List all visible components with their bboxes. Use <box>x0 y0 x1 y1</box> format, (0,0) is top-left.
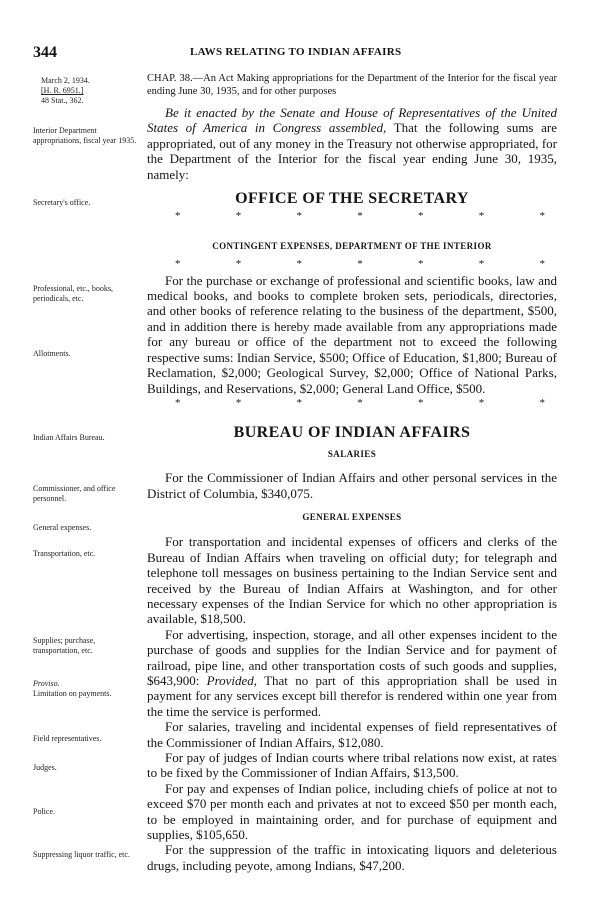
margin-commissioner: Commissioner, and office personnel. <box>33 484 116 503</box>
star: * <box>175 210 181 223</box>
para-field: For salaries, traveling and incidental expenses of field representatives of the Commissioner of Indian Affairs, $12,080. <box>147 719 557 750</box>
main-column <box>147 72 557 873</box>
star: * <box>235 396 242 409</box>
para-advertising-b: That no part of this appropriation shall be used in payment for any services except bill therefor is rendered within one year from the time the service is performed. <box>147 673 557 719</box>
margin-allotments: Allotments. <box>33 349 71 358</box>
star: * <box>357 210 363 223</box>
para-commissioner: For the Commissioner of Indian Affairs and other personal services in the District of Columbia, $340,075. <box>147 470 557 501</box>
star: * <box>357 396 363 409</box>
margin-secretary: Secretary's office. <box>33 198 91 207</box>
para-books: For the purchase or exchange of professional and scientific books, law and medical books, and books to complete broken sets, periodicals, directories, and other books of reference relating to the business of the department, $500, and in addition there is hereby made available from any appropriations made for any bureau or office of the department not to exceed the following respective sums: Indian Service, $500; Office of Education, $1,800; Bureau of Reclamation, $2,000; Geological Survey, $2,000; Office of National Parks, Buildings, and Reservations, $2,000; General Land Office, $500. <box>147 272 557 396</box>
enacting-rest: That the following sums are appropriated, out of any money in the Treasury not otherwise appropriated, for the Department of the Interior for the fiscal year ending June 30, 1935, namely: <box>147 120 557 182</box>
stars-row-2 <box>175 257 545 272</box>
enacting-clause <box>147 105 557 182</box>
margin-judges: Judges. <box>33 763 57 772</box>
stars-row-3 <box>175 396 545 411</box>
office-heading: OFFICE OF THE SECRETARY <box>235 190 469 208</box>
star: * <box>539 258 545 271</box>
salaries-heading: SALARIES <box>327 448 377 459</box>
star: * <box>478 396 485 409</box>
margin-bureau: Indian Affairs Bureau. <box>33 433 105 442</box>
star: * <box>418 258 424 271</box>
margin-date <box>33 76 143 106</box>
margin-professional: Professional, etc., books, periodicals, etc. <box>33 284 113 303</box>
star: * <box>296 210 302 223</box>
margin-stat: 48 Stat., 362. <box>41 96 84 105</box>
margin-liquor: Suppressing liquor traffic, etc. <box>33 850 130 859</box>
star: * <box>235 210 242 223</box>
star: * <box>175 396 181 409</box>
star: * <box>539 396 545 409</box>
margin-proviso: Proviso. <box>33 679 60 688</box>
proviso-italic: Provided, <box>206 673 258 688</box>
margin-police: Police. <box>33 807 55 816</box>
star: * <box>539 210 545 223</box>
margin-bill: [H. R. 6951.] <box>41 86 84 95</box>
running-title: LAWS RELATING TO INDIAN AFFAIRS <box>190 46 402 58</box>
star: * <box>418 396 424 409</box>
stars-row-1 <box>175 209 545 224</box>
margin-date-text: March 2, 1934. <box>41 76 90 85</box>
page-number: 344 <box>33 44 57 61</box>
margin-supplies: Supplies; purchase, transportation, etc. <box>33 636 96 655</box>
margin-interior: Interior Department appropriations, fiscal year 1935. <box>33 126 137 145</box>
star: * <box>478 258 485 271</box>
margin-transportation: Transportation, etc. <box>33 549 96 558</box>
star: * <box>296 258 302 271</box>
para-advertising-a: For advertising, inspection, storage, and all other expenses incident to the purchase of goods and supplies for the Indian Service and for payment of railroad, pipe line, and other transportation costs of such goods and supplies, $643,900: <box>147 626 557 688</box>
bureau-heading: BUREAU OF INDIAN AFFAIRS <box>233 424 471 442</box>
para-police: For pay and expenses of Indian police, including chiefs of police at not to exceed $70 per month each and privates at not to exceed $50 per month each, to be employed in maintaining order, and for purchase of equipment and supplies, $105,650. <box>147 780 557 843</box>
contingent-heading: CONTINGENT EXPENSES, DEPARTMENT OF THE INTERIOR <box>212 240 492 251</box>
star: * <box>235 258 242 271</box>
general-heading: GENERAL EXPENSES <box>302 511 402 522</box>
star: * <box>478 210 485 223</box>
star: * <box>296 396 302 409</box>
margin-general: General expenses. <box>33 523 92 532</box>
margin-limitation: Limitation on payments. <box>33 689 112 698</box>
para-advertising <box>147 627 557 719</box>
chapter-title: CHAP. 38.—An Act Making appropriations for the Department of the Interior for the fiscal year ending June 30, 1935, and for other purposes <box>147 73 557 97</box>
para-liquor: For the suppression of the traffic in intoxicating liquors and deleterious drugs, including peyote, among Indians, $47,200. <box>147 842 557 873</box>
para-transport: For transportation and incidental expenses of officers and clerks of the Bureau of Indian Affairs when traveling on official duty; for telegraph and telephone toll messages on business pertaining to the Indian Service sent and received by the Bureau of Indian Affairs at Washington, and for other necessary expenses of the Indian Service for which no other appropriation is available, $18,500. <box>147 534 557 627</box>
star: * <box>418 210 424 223</box>
enacting-italic: Be it enacted by the Senate and House of Representatives of the United States of America in Congress assembled, <box>147 105 557 136</box>
star: * <box>175 258 181 271</box>
margin-field: Field representatives. <box>33 734 102 743</box>
para-judges: For pay of judges of Indian courts where tribal relations now exist, at rates to be fixed by the Commissioner of Indian Affairs, $13,500. <box>147 750 557 781</box>
star: * <box>357 258 363 271</box>
